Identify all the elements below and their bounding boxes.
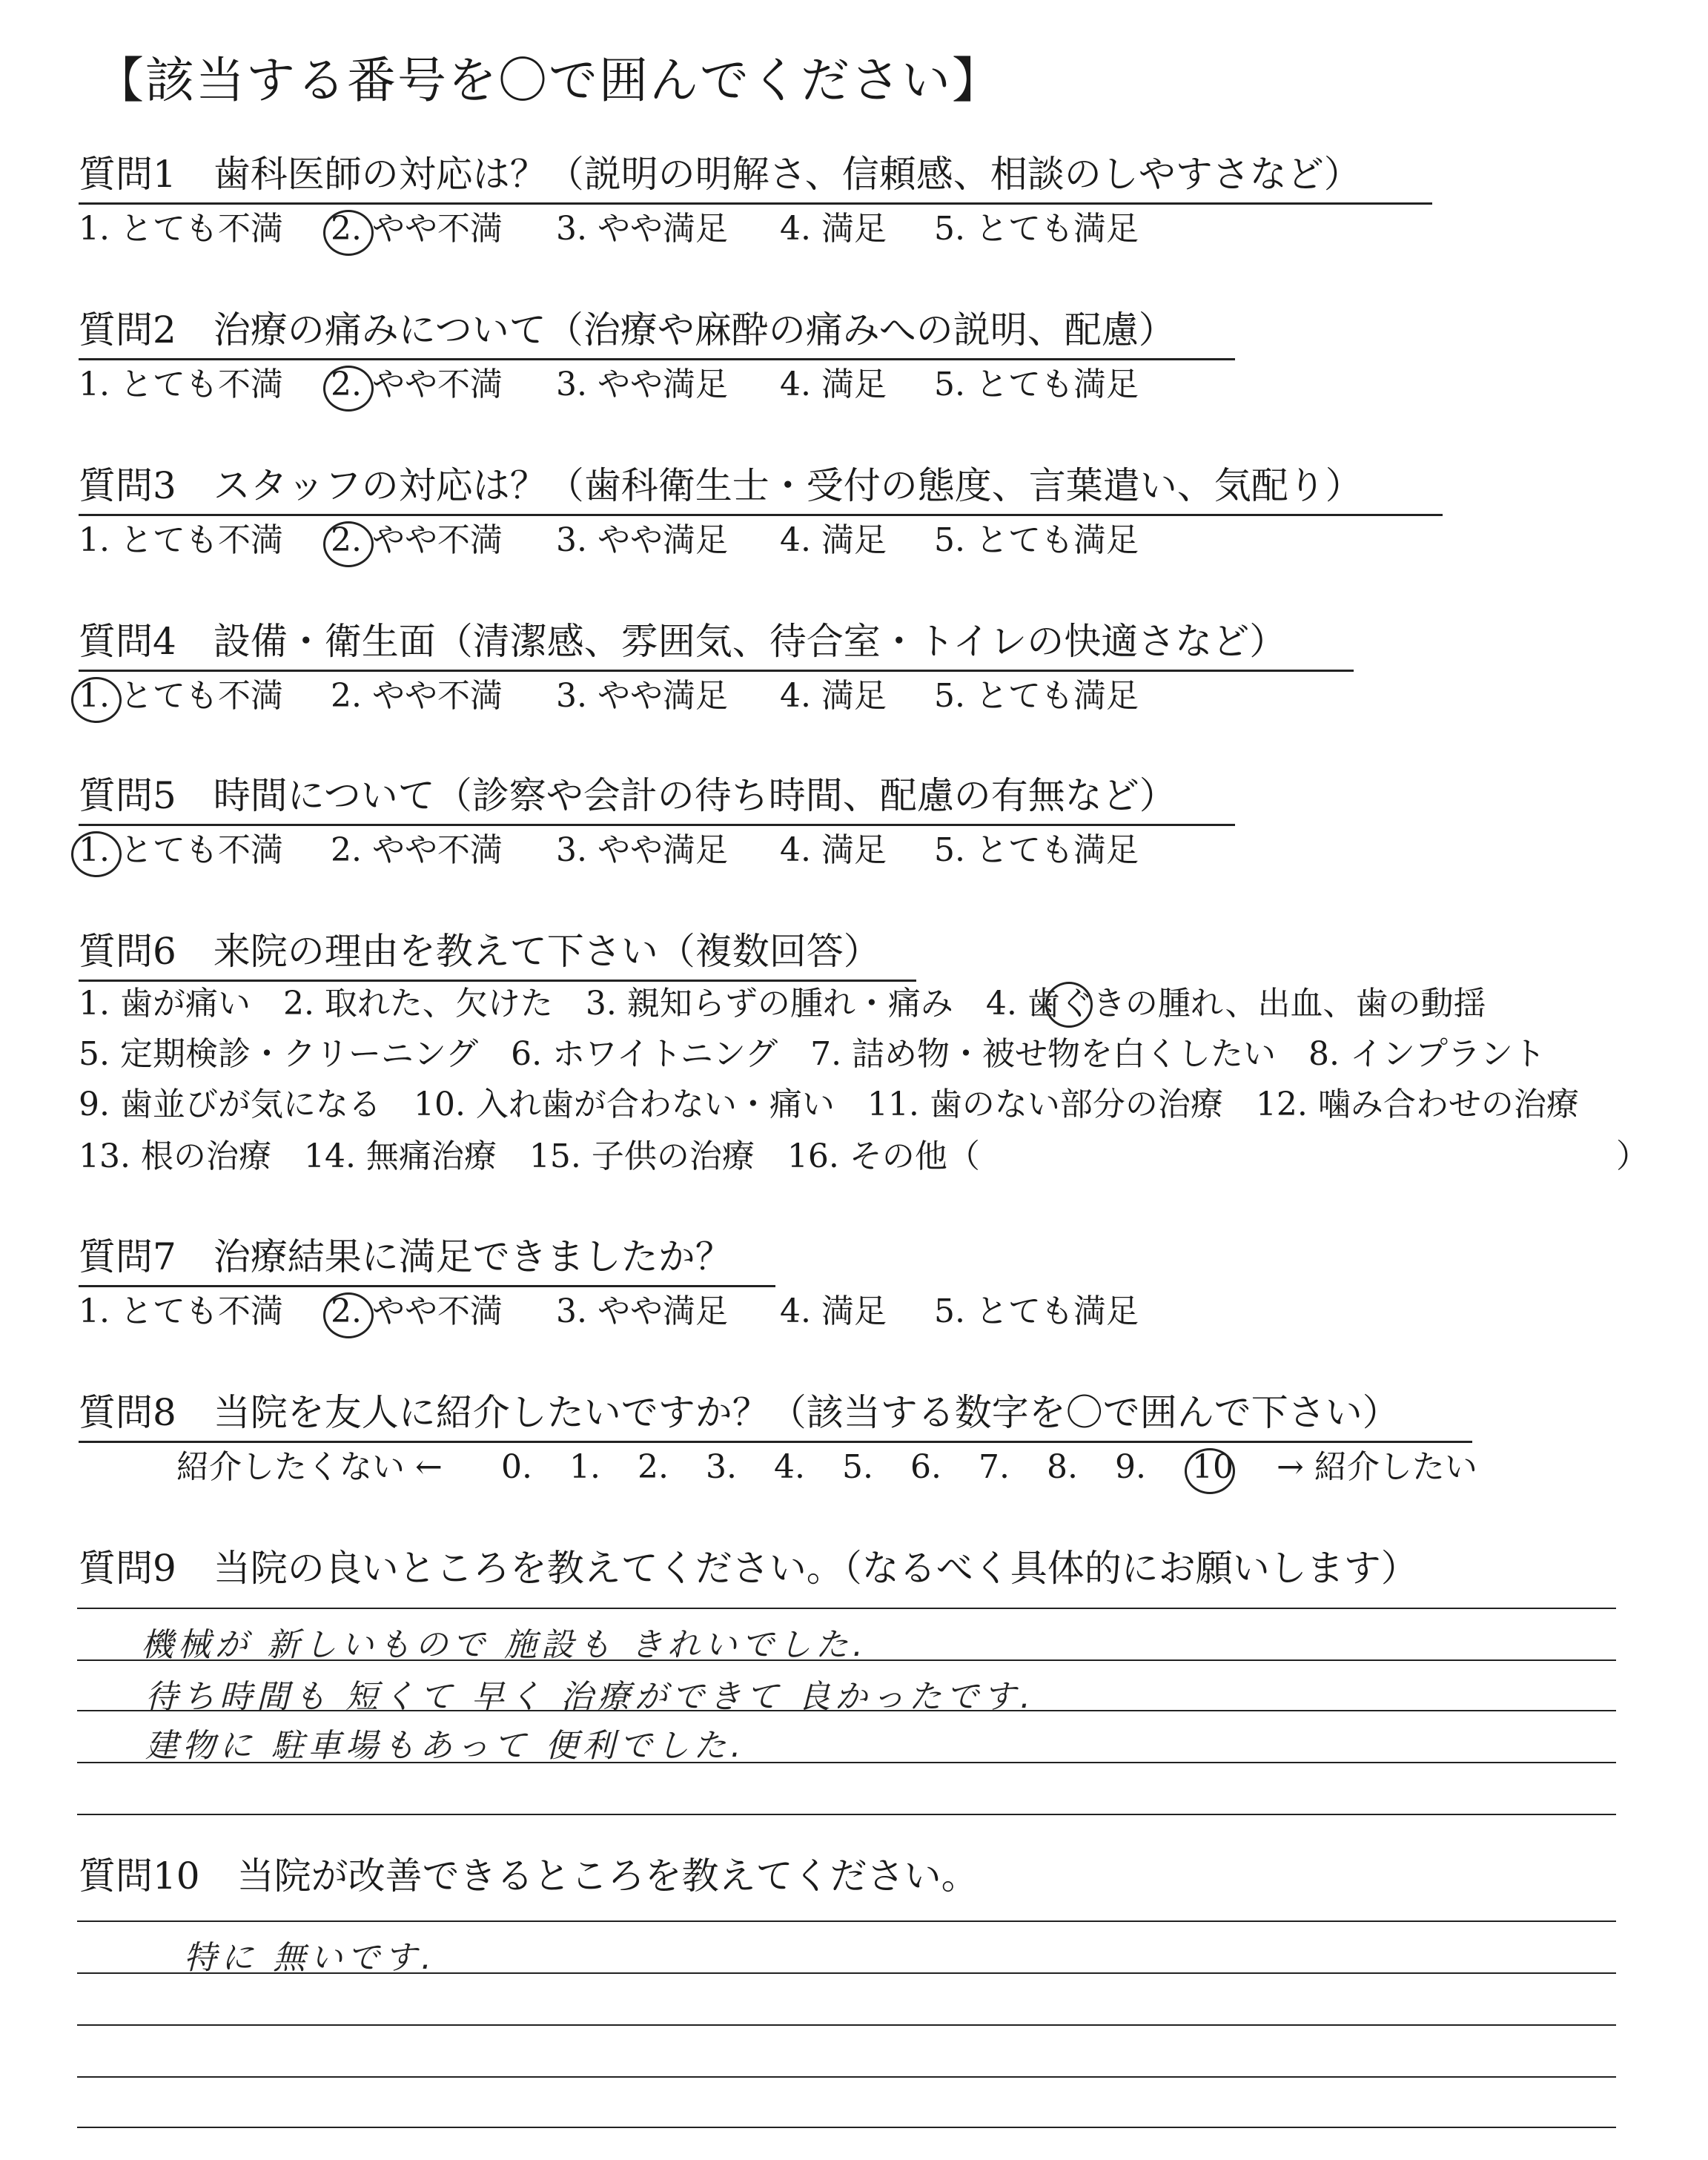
question-5-options	[79, 831, 1339, 873]
q6-other-close-paren: ）	[1616, 1137, 1649, 1175]
q6-options-line-2[interactable]: 5. 定期検診・クリーニング 6. ホワイトニング 7. 詰め物・被せ物を白くしたい 8. インプラント	[79, 1035, 1546, 1073]
q1-option-4[interactable]: 4. 満足	[780, 210, 887, 248]
q8-number-8[interactable]: 8.	[1047, 1448, 1078, 1486]
question-2-options	[79, 366, 1339, 407]
q1-option-3[interactable]: 3. やや満足	[556, 210, 728, 248]
question-8-title: 質問8 当院を友人に紹介したいですか？（該当する数字を〇で囲んで下さい）	[79, 1390, 1472, 1443]
question-6-title: 質問6 来院の理由を教えて下さい（複数回答）	[79, 929, 916, 982]
q5-option-3[interactable]: 3. やや満足	[556, 831, 728, 869]
q8-number-2[interactable]: 2.	[638, 1448, 669, 1486]
q1-option-5[interactable]: 5. とても満足	[934, 210, 1139, 248]
q6-options-line-3[interactable]: 9. 歯並びが気になる 10. 入れ歯が合わない・痛い 11. 歯のない部分の治療 12. 噛み合わせの治療	[79, 1086, 1579, 1123]
q5-option-1-circled[interactable]: 1. とても不満	[79, 831, 283, 869]
q3-option-3[interactable]: 3. やや満足	[556, 521, 728, 559]
q3-option-2-circled[interactable]: 2. やや不満	[331, 521, 503, 559]
q8-number-10-circled[interactable]: 10	[1192, 1448, 1234, 1486]
q6-options-text: 1. 歯が痛い 2. 取れた、欠けた 3. 親知らずの腫れ・痛み 4. 歯ぐきの腫れ、出血、歯の動揺	[79, 985, 1486, 1023]
q9-answer-rule-5	[77, 1814, 1616, 1815]
q1-option-1[interactable]: 1. とても不満	[79, 210, 283, 248]
q10-answer-rule-5	[77, 2127, 1616, 2128]
question-7-title: 質問7 治療結果に満足できましたか？	[79, 1235, 775, 1287]
q10-answer-rule-4	[77, 2076, 1616, 2078]
q2-option-5[interactable]: 5. とても満足	[934, 366, 1139, 403]
q6-options-line-4[interactable]: 13. 根の治療 14. 無痛治療 15. 子供の治療 16. その他（	[79, 1137, 980, 1175]
question-1-options	[79, 210, 1339, 251]
q4-option-3[interactable]: 3. やや満足	[556, 677, 728, 715]
q6-options-line-1[interactable]	[79, 985, 1486, 1023]
q8-number-7[interactable]: 7.	[979, 1448, 1010, 1486]
q7-option-3[interactable]: 3. やや満足	[556, 1292, 728, 1330]
q1-option-2-circled[interactable]: 2. やや不満	[331, 210, 503, 248]
q5-option-4[interactable]: 4. 満足	[780, 831, 887, 869]
question-7-options	[79, 1292, 1339, 1334]
q7-option-1[interactable]: 1. とても不満	[79, 1292, 283, 1330]
q4-option-2[interactable]: 2. やや不満	[331, 677, 503, 715]
question-10-title: 質問10 当院が改善できるところを教えてください。	[79, 1855, 979, 1898]
q10-answer-rule-1	[77, 1920, 1616, 1922]
question-2-title: 質問2 治療の痛みについて（治療や麻酔の痛みへの説明、配慮）	[79, 308, 1235, 360]
q5-option-2[interactable]: 2. やや不満	[331, 831, 503, 869]
q9-answer-line-3[interactable]: 建物に 駐車場もあって 便利でした.	[145, 1727, 746, 1765]
q2-option-3[interactable]: 3. やや満足	[556, 366, 728, 403]
q4-option-4[interactable]: 4. 満足	[780, 677, 887, 715]
q9-answer-rule-1	[77, 1608, 1616, 1609]
q9-answer-line-2[interactable]: 待ち時間も 短くて 早く 治療ができて 良かったです.	[145, 1678, 1035, 1716]
q4-option-1-circled[interactable]: 1. とても不満	[79, 677, 283, 715]
q8-number-1[interactable]: 1.	[569, 1448, 600, 1486]
q8-number-6[interactable]: 6.	[910, 1448, 941, 1486]
q8-number-0[interactable]: 0.	[501, 1448, 532, 1486]
q3-option-5[interactable]: 5. とても満足	[934, 521, 1139, 559]
form-instruction-header: 【該当する番号を〇で囲んでください】	[95, 52, 1002, 109]
q8-number-3[interactable]: 3.	[706, 1448, 737, 1486]
q7-option-5[interactable]: 5. とても満足	[934, 1292, 1139, 1330]
q8-left-label: 紹介したくない ←	[176, 1448, 443, 1486]
q8-number-9[interactable]: 9.	[1115, 1448, 1146, 1486]
question-4-options	[79, 677, 1339, 719]
q7-option-2-circled[interactable]: 2. やや不満	[331, 1292, 503, 1330]
q2-option-1[interactable]: 1. とても不満	[79, 366, 283, 403]
question-4-title: 質問4 設備・衛生面（清潔感、雰囲気、待合室・トイレの快適さなど）	[79, 619, 1354, 672]
q9-answer-line-1[interactable]: 機械が 新しいもので 施設も きれいでした.	[141, 1626, 867, 1664]
question-9-title: 質問9 当院の良いところを教えてください。（なるべく具体的にお願いします）	[79, 1547, 1418, 1590]
q8-number-5[interactable]: 5.	[842, 1448, 873, 1486]
question-3-options	[79, 521, 1339, 563]
q2-option-4[interactable]: 4. 満足	[780, 366, 887, 403]
q3-option-4[interactable]: 4. 満足	[780, 521, 887, 559]
q7-option-4[interactable]: 4. 満足	[780, 1292, 887, 1330]
question-5-title: 質問5 時間について（診察や会計の待ち時間、配慮の有無など）	[79, 773, 1235, 826]
q5-option-5[interactable]: 5. とても満足	[934, 831, 1139, 869]
q8-right-label: → 紹介したい	[1277, 1448, 1477, 1486]
q4-option-5[interactable]: 5. とても満足	[934, 677, 1139, 715]
question-1-title: 質問1 歯科医師の対応は？（説明の明解さ、信頼感、相談のしやすさなど）	[79, 152, 1432, 205]
q2-option-2-circled[interactable]: 2. やや不満	[331, 366, 503, 403]
q8-number-4[interactable]: 4.	[774, 1448, 805, 1486]
question-3-title: 質問3 スタッフの対応は？（歯科衛生士・受付の態度、言葉遣い、気配り）	[79, 463, 1443, 516]
q3-option-1[interactable]: 1. とても不満	[79, 521, 283, 559]
q6-option-4-circle-mark	[1045, 982, 1093, 1028]
q10-answer-rule-3	[77, 2024, 1616, 2026]
q10-answer-line-1[interactable]: 特に 無いです.	[184, 1939, 436, 1977]
